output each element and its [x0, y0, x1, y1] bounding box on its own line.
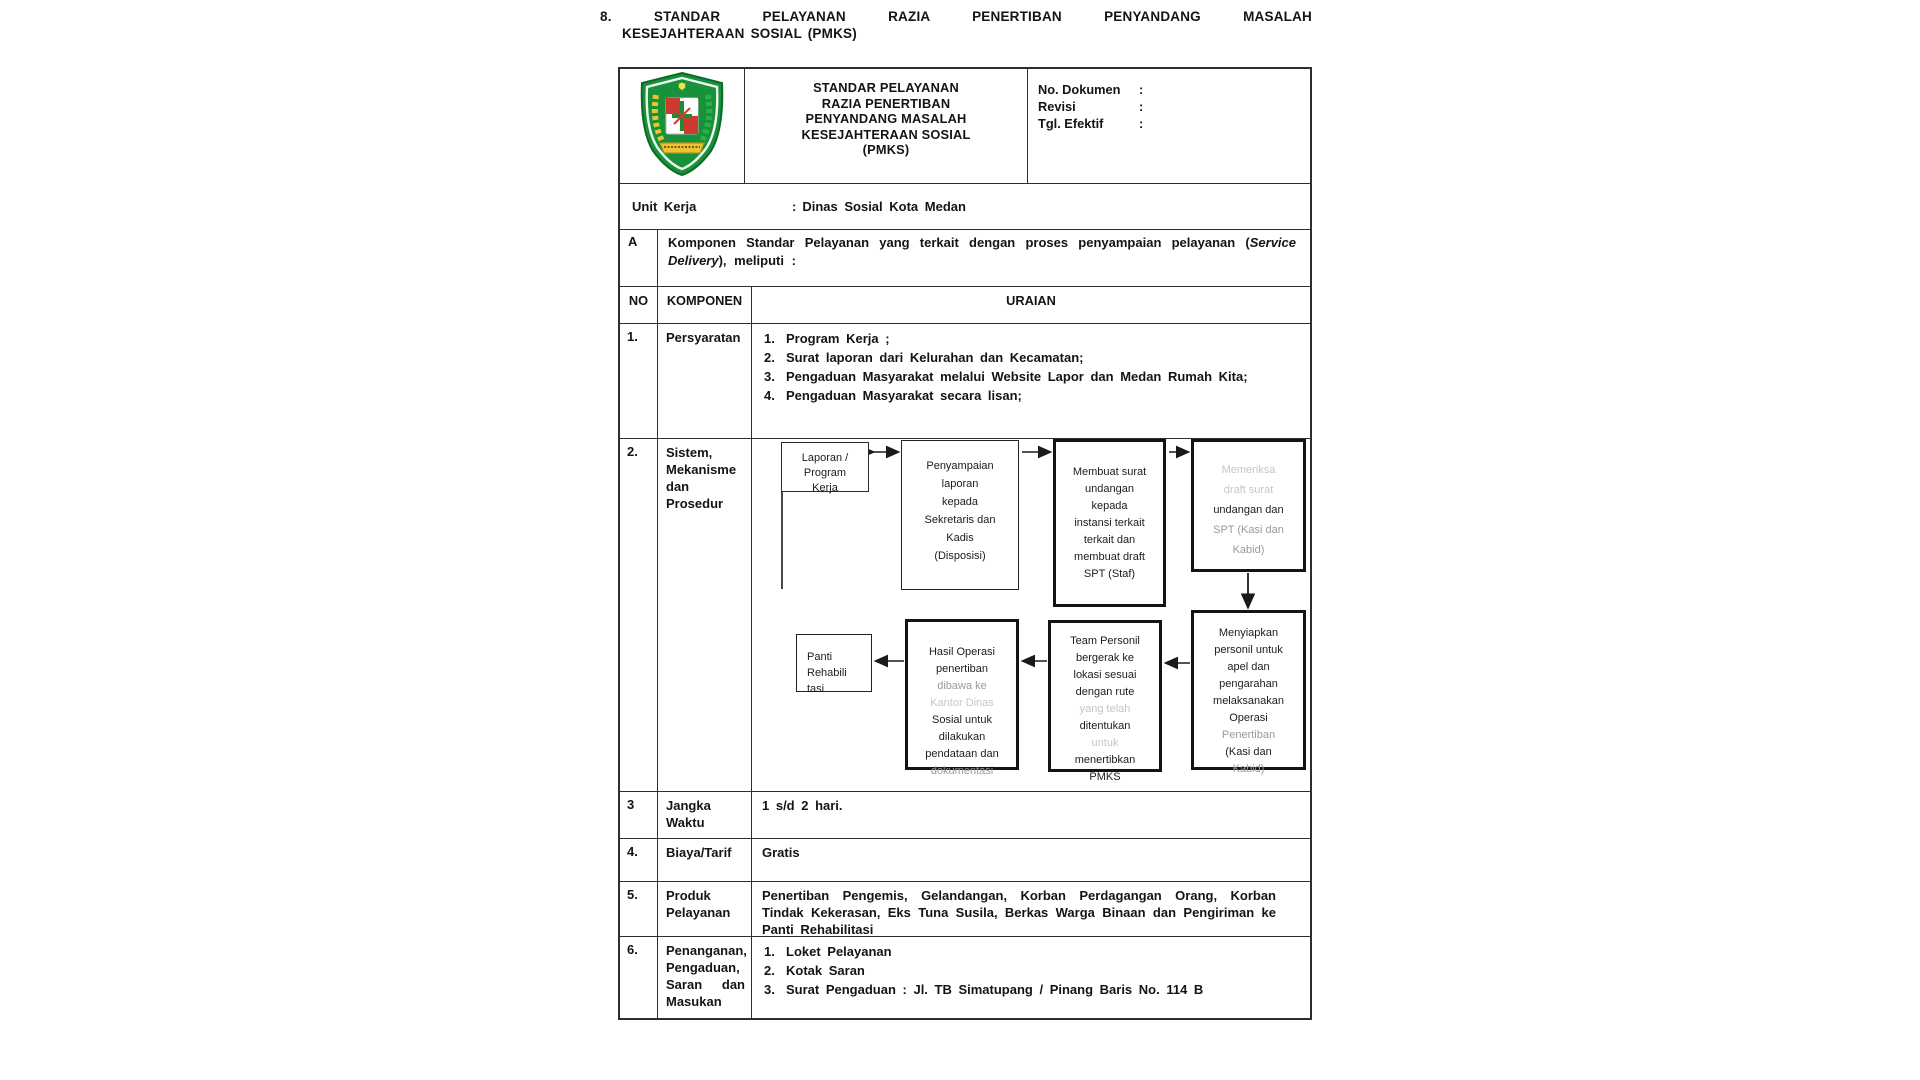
- document-title-line: (PMKS): [862, 142, 910, 157]
- flow-line: Sosial untuk: [932, 714, 992, 726]
- revision-label: Revisi: [1038, 99, 1076, 114]
- list-item-number: 3.: [764, 982, 775, 997]
- doc-number-label: No. Dokumen: [1038, 82, 1121, 97]
- flow-box-menyiapkan-personil: [1191, 610, 1306, 775]
- flow-box-membuat-surat-undangan: [1053, 439, 1166, 607]
- flow-box-penyampaian-laporan: [901, 440, 1019, 590]
- flow-line: dilakukan: [938, 731, 986, 743]
- flow-line: (Kasi dan: [1225, 746, 1272, 758]
- list-item-text: Program Kerja ;: [786, 331, 890, 346]
- list-item-text: Surat laporan dari Kelurahan dan Kecamatan;: [786, 350, 1084, 365]
- row-uraian: [752, 324, 1310, 438]
- flow-line: Program: [803, 467, 847, 479]
- flow-line: dibawa ke: [937, 680, 987, 692]
- flow-line: Menyiapkan: [1218, 627, 1279, 639]
- flow-box-team-personil: [1048, 620, 1162, 783]
- flow-line: pengarahan: [1219, 678, 1278, 690]
- row-no: 3: [620, 792, 658, 838]
- flow-line: Kabid): [1232, 763, 1265, 775]
- flow-line: yang telah: [1079, 703, 1131, 715]
- table-row-penanganan-pengaduan: [620, 937, 1310, 1018]
- row-uraian-text: Gratis: [762, 845, 800, 860]
- flow-line: Hasil Operasi: [928, 646, 996, 658]
- row-komponen: Jangka Waktu: [658, 792, 752, 838]
- flow-box-laporan-program-kerja: [781, 442, 869, 492]
- flow-line: untuk: [1091, 737, 1119, 749]
- flow-box-hasil-operasi: [905, 619, 1019, 777]
- flow-line: terkait dan: [1083, 534, 1136, 546]
- flow-line: Operasi: [1229, 712, 1268, 724]
- flow-line: menertibkan: [1074, 754, 1136, 766]
- list-item: [764, 980, 1310, 999]
- flow-line: ditentukan: [1079, 720, 1131, 732]
- document-heading-line1: 8. STANDAR PELAYANAN RAZIA PENERTIBAN PENYANDANG MASALAH: [600, 9, 1312, 24]
- list-item: [764, 942, 1310, 961]
- row-no: 1.: [620, 324, 658, 438]
- effective-date-field: [1038, 115, 1310, 132]
- flow-line: Membuat surat: [1072, 466, 1147, 478]
- flow-line: Sekretaris dan: [924, 514, 996, 526]
- flow-line: kepada: [941, 496, 979, 508]
- effective-date-label: Tgl. Efektif: [1038, 116, 1104, 131]
- col-header-komponen: KOMPONEN: [658, 287, 752, 323]
- unit-kerja-row: [620, 184, 1310, 230]
- document-title-line: KESEJAHTERAAN SOSIAL: [801, 126, 971, 142]
- flow-line: kepada: [1091, 500, 1128, 512]
- revision-colon: :: [1139, 99, 1144, 114]
- document-title-line: RAZIA PENERTIBAN: [821, 95, 951, 111]
- list-item: [764, 348, 1310, 367]
- col-header-uraian: URAIAN: [1006, 293, 1056, 308]
- flow-line: bergerak ke: [1075, 652, 1135, 664]
- flow-box-panti-rehabilitasi: [796, 634, 872, 695]
- col-header-no: NO: [620, 287, 658, 323]
- document: [600, 8, 1312, 1009]
- flow-line: PMKS: [1089, 771, 1121, 783]
- table-header-row: [620, 69, 1310, 184]
- flow-line: SPT (Staf): [1083, 568, 1136, 580]
- list-item-number: 2.: [764, 350, 775, 365]
- table-row-jangka-waktu: [620, 792, 1310, 839]
- flow-line: Panti: [807, 651, 833, 663]
- flow-line: undangan: [1085, 483, 1134, 495]
- flow-line: Kabid): [1232, 544, 1265, 556]
- list-item-text: Loket Pelayanan: [786, 944, 892, 959]
- section-a-row: [620, 230, 1310, 287]
- list-item: [764, 386, 1310, 405]
- doc-number-field: [1038, 81, 1310, 98]
- flow-line: tasi: [807, 683, 825, 695]
- unit-kerja-value: Dinas Sosial Kota Medan: [802, 199, 966, 214]
- row-no: 2.: [620, 439, 658, 791]
- procedure-flowchart: [752, 439, 1310, 791]
- row-komponen: Persyaratan: [658, 324, 752, 438]
- flow-line: personil untuk: [1214, 644, 1283, 656]
- section-a-italic: Service Delivery: [668, 235, 1296, 268]
- row-uraian-text: 1 s/d 2 hari.: [762, 798, 843, 813]
- persyaratan-list: [752, 324, 1310, 405]
- table-row-persyaratan: [620, 324, 1310, 439]
- revision-field: [1038, 98, 1310, 115]
- section-a-text: [658, 230, 1310, 286]
- flow-line: Rehabili: [807, 667, 847, 679]
- list-item-number: 1.: [764, 331, 775, 346]
- flow-line: Penertiban: [1221, 729, 1276, 741]
- medan-city-crest-logo: [632, 71, 732, 182]
- flow-line: undangan dan: [1213, 504, 1284, 516]
- flow-line: Kadis: [946, 532, 974, 544]
- list-item: [764, 961, 1310, 980]
- flow-line: dokumentasi: [930, 765, 994, 777]
- row-uraian-text: Penertiban Pengemis, Gelandangan, Korban Perdagangan Orang, Korban Tindak Kekerasan, Eks Tuna Susila, Berkas Warga Binaan dan Pengiriman ke Panti Rehabilitasi: [762, 888, 1276, 937]
- flow-line: Kantor Dinas: [930, 697, 994, 709]
- list-item-text: Pengaduan Masyarakat secara lisan;: [786, 388, 1022, 403]
- unit-kerja-label: Unit Kerja: [632, 199, 697, 214]
- flow-line: Laporan /: [801, 452, 849, 464]
- row-komponen: Produk Pelayanan: [658, 882, 752, 936]
- list-item-number: 2.: [764, 963, 775, 978]
- list-item-number: 4.: [764, 388, 775, 403]
- flow-line: dengan rute: [1075, 686, 1135, 698]
- pengaduan-list: [752, 937, 1310, 999]
- list-item-text: Pengaduan Masyarakat melalui Website Lapor dan Medan Rumah Kita;: [786, 369, 1248, 384]
- section-a-prefix: Komponen Standar Pelayanan yang terkait dengan proses penyampaian pelayanan (: [668, 235, 1250, 250]
- section-a-suffix: ), meliputi :: [718, 253, 796, 268]
- document-heading-line2: KESEJAHTERAAN SOSIAL (PMKS): [622, 26, 857, 41]
- row-komponen: Penanganan, Pengaduan, Saran dan Masukan: [658, 937, 752, 1018]
- list-item-number: 3.: [764, 369, 775, 384]
- effective-date-colon: :: [1139, 116, 1144, 131]
- list-item: [764, 367, 1310, 386]
- service-standard-table: [618, 67, 1312, 1020]
- document-info-block: [1028, 69, 1310, 183]
- row-no: 6.: [620, 937, 658, 1018]
- row-uraian-flowchart: [752, 439, 1310, 791]
- logo-cell: [620, 69, 745, 183]
- column-header-row: [620, 287, 1310, 324]
- unit-kerja: [620, 199, 966, 214]
- flow-line: penertiban: [936, 663, 988, 675]
- flow-line: apel dan: [1227, 661, 1270, 673]
- document-title-line: STANDAR PELAYANAN: [813, 80, 959, 95]
- flow-line: SPT (Kasi dan: [1213, 524, 1284, 536]
- flow-line: Team Personil: [1070, 635, 1140, 647]
- document-title-line: PENYANDANG MASALAH: [805, 111, 967, 126]
- list-item-number: 1.: [764, 944, 775, 959]
- table-row-produk-pelayanan: [620, 882, 1310, 937]
- flow-line: (Disposisi): [934, 550, 986, 562]
- flow-line: laporan: [941, 478, 979, 490]
- flow-line: draft surat: [1223, 484, 1274, 496]
- doc-number-colon: :: [1139, 82, 1144, 97]
- row-no: 4.: [620, 839, 658, 881]
- row-uraian: [752, 937, 1310, 1018]
- flow-line: Penyampaian: [926, 460, 994, 472]
- flow-line: Kerja: [812, 482, 838, 494]
- section-a-letter: A: [620, 230, 658, 286]
- list-item-text: Kotak Saran: [786, 963, 865, 978]
- document-title-block: [745, 69, 1028, 183]
- table-row-biaya-tarif: [620, 839, 1310, 882]
- row-komponen: Biaya/Tarif: [658, 839, 752, 881]
- row-komponen: Sistem, Mekanisme dan Prosedur: [658, 439, 752, 791]
- table-row-sistem-mekanisme: [620, 439, 1310, 792]
- flow-line: pendataan dan: [925, 748, 999, 760]
- list-item: [764, 329, 1310, 348]
- list-item-text: Surat Pengaduan : Jl. TB Simatupang / Pinang Baris No. 114 B: [786, 982, 1204, 997]
- flow-box-memeriksa-draft: [1191, 439, 1306, 572]
- flow-line: membuat draft: [1074, 551, 1145, 563]
- flow-line: instansi terkait: [1074, 517, 1145, 529]
- flow-line: lokasi sesuai: [1073, 669, 1137, 681]
- unit-kerja-colon: :: [792, 199, 797, 214]
- flow-line: melaksanakan: [1213, 695, 1284, 707]
- flow-line: Memeriksa: [1221, 464, 1276, 476]
- row-no: 5.: [620, 882, 658, 936]
